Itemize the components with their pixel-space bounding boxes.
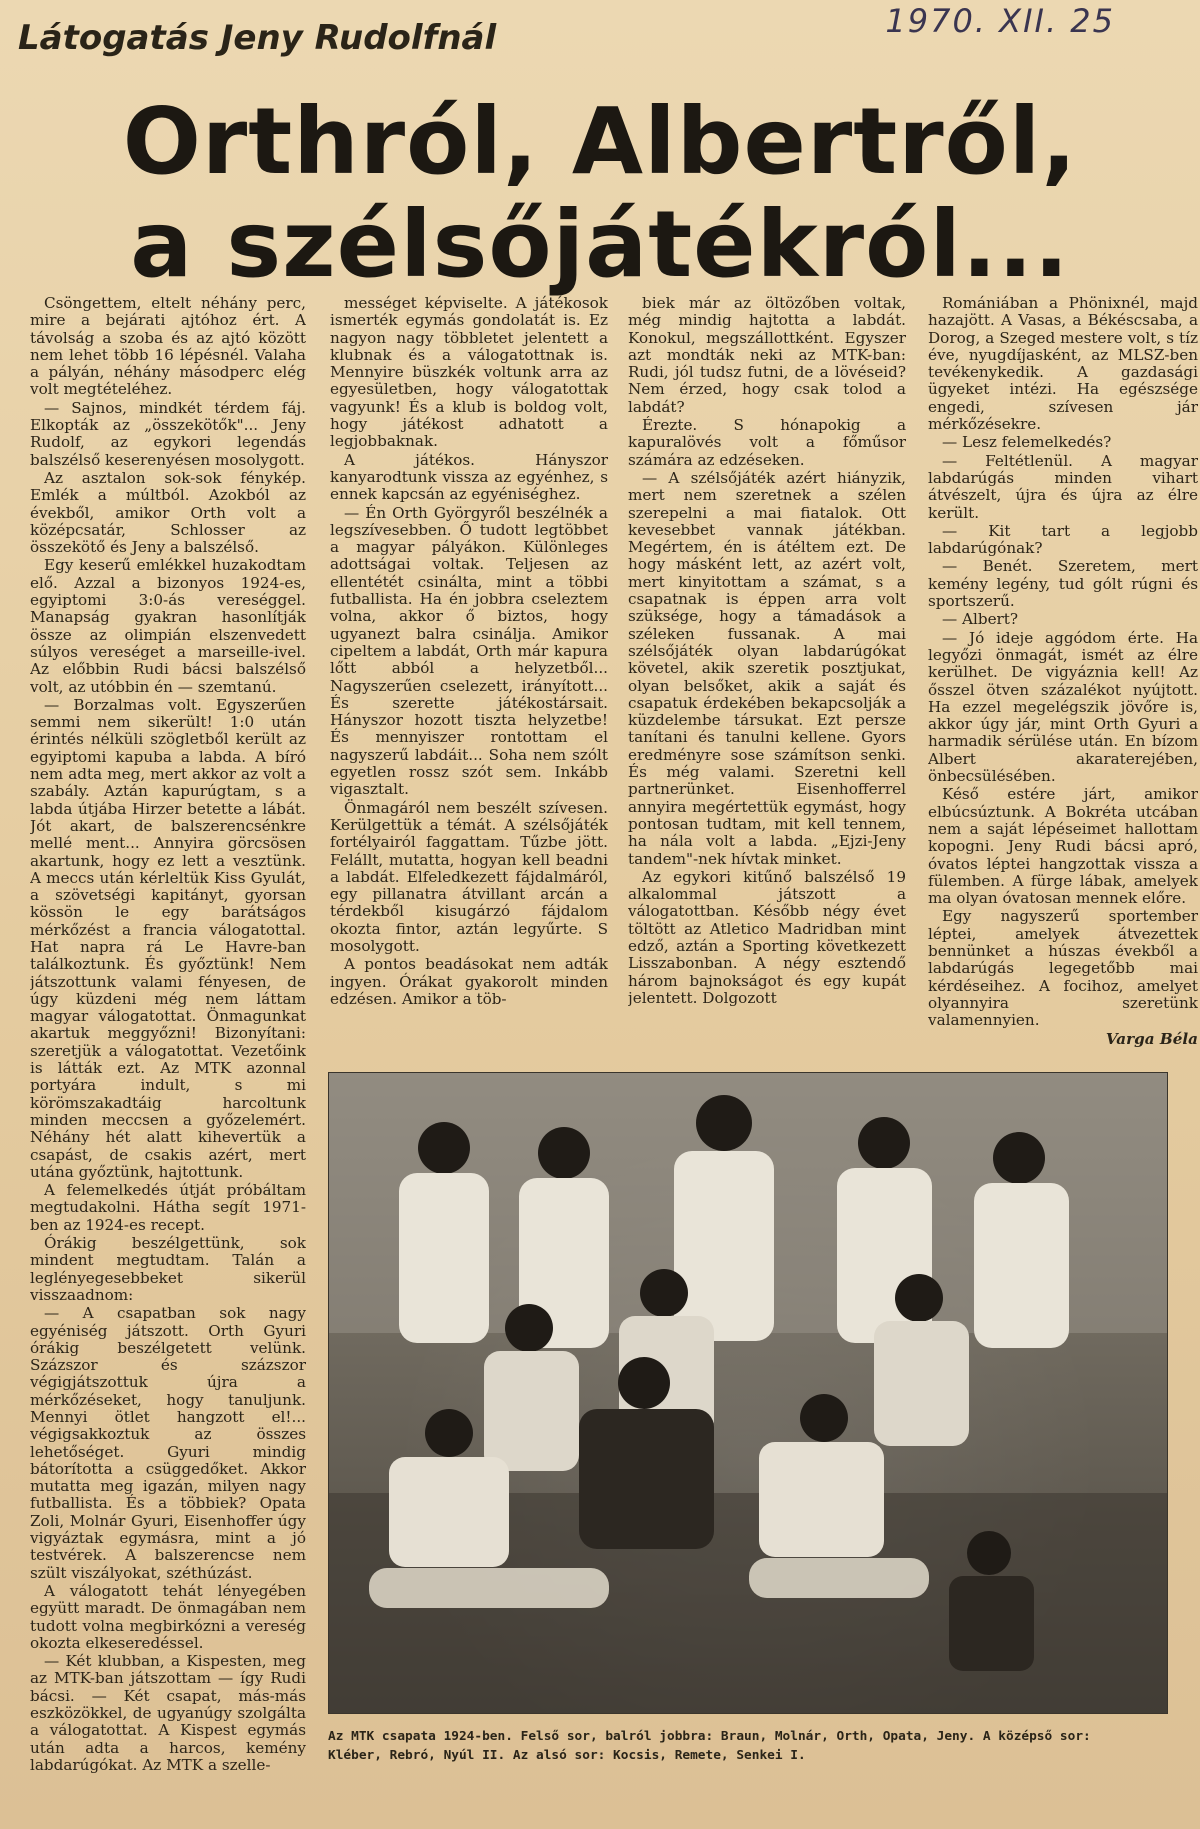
paragraph: Romániában a Phönixnél, majd hazajött. A Vasas, a Békéscsaba, a Dorog, a Szeged mestere volt, s tíz éve, nyugdíjasként, az MLSZ-ben tevékenykedik. A gazdasági ügyeket intézi. Ha egészsége engedi, szívesen jár mérkőzésekre. (928, 295, 1198, 434)
paragraph: — Kit tart a legjobb labdarúgónak? (928, 521, 1198, 558)
paragraph: biek már az öltözőben voltak, még mindig hajtotta a labdát. Konokul, megszállottként. Egyszer azt mondták neki az MTK-ban: Rudi, jól tudsz futni, de a lövéseid? Nem érzed, hogy csak tolod a labdát? (628, 295, 906, 416)
paragraph: Érezte. S hónapokig a kapuralövés volt a főműsor számára az edzéseken. (628, 416, 906, 469)
article-column-2 (330, 295, 608, 1065)
paragraph: — Két klubban, a Kispesten, meg az MTK-ban játszottam — így Rudi bácsi. — Két csapat, más-más eszközökkel, de ugyanúgy szolgálta a válogatottat. A Kispest egymás után adta a harcos, kemény labdarúgókat. Az MTK a szelle- (30, 1652, 306, 1774)
paragraph: — Benét. Szeretem, mert kemény legény, tud gólt rúgni és sportszerű. (928, 557, 1198, 611)
team-photo-figures (329, 1073, 1167, 1713)
paragraph: A felemelkedés útját próbáltam megtudakolni. Hátha segít 1971-ben az 1924-es recept. (30, 1181, 306, 1234)
paragraph: Csöngettem, eltelt néhány perc, mire a bejárati ajtóhoz ért. A távolság a szoba és az ajtó között nem lehet több 16 lépésnél. Valaha a pályán, néhány másodperc elég volt megtételéhez. (30, 295, 306, 399)
paragraph: — Sajnos, mindkét térdem fáj. Elkopták az „összekötők"... Jeny Rudolf, az egykori legendás balszélső keserenyésen mosolygott. (30, 398, 306, 469)
paragraph: Késő estére járt, amikor elbúcsúztunk. A Bokréta utcában nem a saját lépéseimet hallottam kopogni. Jeny Rudi bácsi apró, óvatos léptei hangzottak vissza a fülemben. A fürge lábak, amelyek ma olyan óvatosan mennek előre. (928, 785, 1198, 908)
paragraph: — Én Orth Györgyről beszélnék a legszívesebben. Ő tudott legtöbbet a magyar pályákon. Különleges adottságai voltak. Teljesen az ellentétét csinálta, mint a többi futballista. Ha én jobbra cseleztem volna, akkor ő biztos, hogy ugyanezt balra csinálja. Amikor cipeltem a labdát, Orth már kapura lőtt abból a helyzetből... Nagyszerűen cselezett, irányított... És szerette játékostársait. Hányszor hozott tiszta helyzetbe! És mennyiszer rontottam el nagyszerű labdáit... Soha nem szólt egyetlen rossz szót sem. Inkább vigasztalt. (330, 503, 608, 799)
paragraph: — Jó ideje aggódom érte. Ha legyőzi önmagát, ismét az élre kerülhet. De vigyáznia kell! Az ősszel ötven százalékot nyújtott. Ha ezzel megelégszik jövőre is, akkor úgy jár, mint Orth Gyuri a harmadik sérülése után. En bízom Albert akaraterejében, önbecsülésében. (928, 628, 1198, 786)
article-column-4 (928, 295, 1198, 1065)
caption-line-1: Az MTK csapata 1924-ben. Felső sor, balról jobbra: Braun, Molnár, Orth, Opata, Jeny. A középső sor: (328, 1729, 1091, 1744)
photo-caption (328, 1727, 1166, 1765)
paragraph: mességet képviselte. A játékosok ismerték egymás gondolatát is. Ez nagyon nagy többletet jelentett a klubnak és a válogatottnak is. Mennyire büszkék voltunk arra az egyesületben, hogy válogatottak vagyunk! És a klub is boldog volt, hogy játékost adhatott a legjobbaknak. (330, 295, 608, 451)
paragraph: A pontos beadásokat nem adták ingyen. Órákat gyakorolt minden edzésen. Amikor a töb- (330, 955, 608, 1008)
team-photo (328, 1072, 1168, 1714)
headline-line-1: Orthról, Albertről, (122, 88, 1078, 195)
paragraph: — Borzalmas volt. Egyszerűen semmi nem sikerült! 1:0 után érintés nélküli szögletből került az egyiptomi kapuba a labda. A bíró nem adta meg, mert akkor az volt a szabály. Aztán kapurúgtam, s a labda útjába Hirzer betette a lábát. Jót akart, de balszerencsénkre mellé ment... Annyira görcsösen akartunk, hogy ez lett a vesztünk. A meccs után kérleltük Kiss Gyulát, a szövetségi kapitányt, gyorsan kössön le egy barátságos mérkőzést a francia válogatottal. Hat napra rá Le Havre-ban találkoztunk. És győztünk! Nem játszottunk valami fényesen, de úgy küzdeni még nem láttam magyar válogatottat. Önmagunkat akartuk meggyőzni! Bizonyítani: szeretjük a válogatottat. Vezetőink is látták ezt. Az MTK azonnal portyára indult, s mi körömszakadtáig harcoltunk minden meccsen a győzelemért. Néhány hét alatt kihevertük a csapást, de csakis azért, mert utána győztünk, hajtottunk. (30, 695, 306, 1181)
handwritten-date: 1970. XII. 25 (885, 2, 1115, 40)
paragraph: Az asztalon sok-sok fénykép. Emlék a múltból. Azokból az évekből, amikor Orth volt a középcsatár, Schlosser az összekötő és Jeny a balszélső. (30, 468, 306, 557)
article-column-3 (628, 295, 906, 1065)
kicker: Látogatás Jeny Rudolfnál (18, 18, 497, 58)
caption-line-2: Kléber, Rebró, Nyúl II. Az alsó sor: Kocsis, Remete, Senkei I. (328, 1748, 806, 1763)
paragraph: Órákig beszélgettünk, sok mindent megtudtam. Talán a leglényegesebbeket sikerül visszaadnom: (30, 1234, 306, 1304)
paragraph: Az egykori kitűnő balszélső 19 alkalommal játszott a válogatottban. Később négy évet töltött az Atletico Madridban mint edző, aztán a Sporting következett Lisszabonban. A négy esztendő három bajnokságot és egy kupát jelentett. Dolgozott (628, 867, 906, 1007)
paragraph: — Lesz felemelkedés? (942, 433, 1112, 452)
paragraph: — A csapatban sok nagy egyéniség játszott. Orth Gyuri órákig beszélgetett velünk. Százszor és százszor végigjátszottuk újra a mérkőzéseket, hogy tanuljunk. Mennyi ötlet hangzott el!... végigsakkoztuk az összes lehetőséget. Gyuri mindig bátorította a csüggedőket. Akkor mutatta meg igazán, milyen nagy futballista. És a többiek? Opata Zoli, Molnár Gyuri, Eisenhoffer úgy vigyáztak egymásra, mint a jó testvérek. A balszerencse nem szült viszályokat, széthúzást. (30, 1304, 306, 1582)
headline-line-2: a szélsőjátékról... (130, 191, 1070, 298)
article-column-1 (30, 295, 306, 1805)
paragraph: Önmagáról nem beszélt szívesen. Kerülgettük a témát. A szélsőjáték fortélyairól faggattam. Tűzbe jött. Felállt, mutatta, hogyan kell beadni a labdát. Elfeledkezett fájdalmáról, egy pillanatra átvillant arcán a térdekből kisugárzó fájdalom okozta fintor, aztán legyűrte. S mosolygott. (330, 798, 608, 955)
paragraph: A játékos. Hányszor kanyarodtunk vissza az egyénhez, s ennek kapcsán az egyéniséghez. (330, 450, 608, 504)
paragraph: — A szélsőjáték azért hiányzik, mert nem szeretnek a szélen szerepelni a mai fiatalok. Ott kevesebbet vannak játékban. Megértem, én is átéltem ezt. De hogy másként lett, az azért volt, mert kinyitottam a számat, s a csapatnak is éppen arra volt szüksége, hogy a támadások a széleken fussanak. A mai szélsőjáték olyan labdarúgókat követel, akik szeretik posztjukat, olyan belsőket, akik a saját és csapatuk érdekében bekapcsolják a küzdelembe társukat. Ezt persze tanítani és tanulni kellene. Gyors eredményre sose számítson senki. És még valami. Szeretni kell partnerünket. Eisenhofferrel annyira megértettük egymást, hogy pontosan tudtam, mit kell tennem, ha nála volt a labda. „Ejzi-Jeny tandem"-nek hívtak minket. (628, 468, 906, 868)
paragraph: — Albert? (942, 610, 1019, 629)
paragraph: — Feltétlenül. A magyar labdarúgás minden vihart átvészelt, újra és újra az élre került. (928, 451, 1198, 522)
paragraph: Egy nagyszerű sportember léptei, amelyek átvezettek bennünket a húszas évekből a labdarúgás legegetőbb mai kérdéseihez. A focihoz, amelyet olyannyira szeretünk valamennyien. (928, 907, 1198, 1030)
author-signature: Varga Béla (1105, 1030, 1198, 1049)
paragraph: A válogatott tehát lényegében együtt maradt. De önmagában nem tudott volna megbirkózni a vereség okozta elkeseredéssel. (30, 1581, 306, 1652)
paragraph: Egy keserű emlékkel huzakodtam elő. Azzal a bizonyos 1924-es, egyiptomi 3:0-ás vereséggel. Manapság gyakran hasonlítják össze az olimpián elszenvedett súlyos vereséget a marseille-ivel. Az előbbin Rudi bácsi balszélső volt, az utóbbin én — szemtanú. (30, 556, 306, 696)
